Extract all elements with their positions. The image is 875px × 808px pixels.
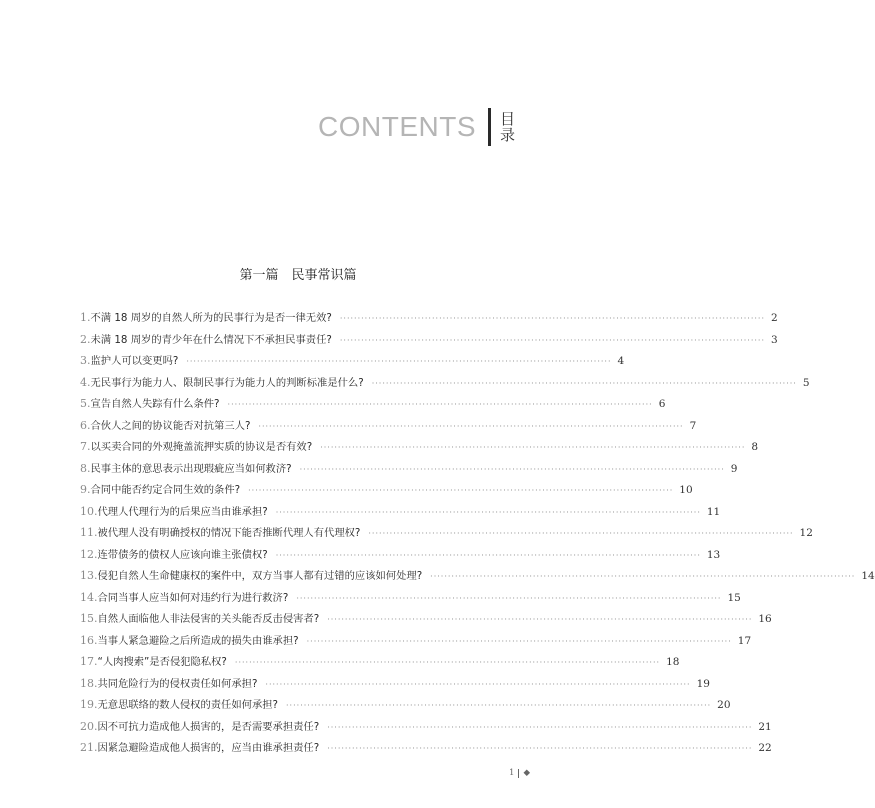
toc-leader-dots: ························································································································ <box>286 701 712 710</box>
toc-entry-page: 6 <box>658 398 666 410</box>
toc-entry-number: 13. <box>80 569 98 582</box>
toc-entry-page: 13 <box>706 548 721 561</box>
toc-entry[interactable] <box>80 331 778 353</box>
toc-leader-dots: ························································································································ <box>371 378 797 388</box>
toc-entry-page: 16 <box>758 613 772 625</box>
toc-entry-number: 15. <box>80 612 98 625</box>
toc-entry-title: 因不可抗力造成他人损害的，是否需要承担责任? <box>97 720 320 733</box>
toc-entry-number: 5. <box>80 397 91 410</box>
toc-leader-dots: ························································································································ <box>296 593 722 603</box>
toc-leader-dots: ························································································································ <box>339 335 766 345</box>
toc-entry[interactable] <box>80 589 741 611</box>
toc-entry-title: 合同中能否约定合同生效的条件? <box>90 484 241 496</box>
toc-entry-title: 连带债务的债权人应该向谁主张债权? <box>97 548 268 561</box>
toc-entry-number: 17. <box>80 655 98 668</box>
toc-entry-number: 4. <box>80 375 91 389</box>
toc-leader-dots: ························································································································ <box>306 636 732 646</box>
toc-entry-title: 代理人代理行为的后果应当由谁承担? <box>97 505 268 518</box>
toc-entry-title: 宣告自然人失踪有什么条件? <box>90 398 220 410</box>
toc-entry[interactable] <box>80 675 710 697</box>
toc-entry-page: 10 <box>679 484 693 496</box>
page-number: 1 <box>509 768 515 778</box>
toc-entry-number: 12. <box>80 547 98 561</box>
toc-leader-dots: ························································································································ <box>368 529 794 538</box>
section-title: 第一篇 民事常识篇 <box>239 268 357 283</box>
toc-entry-page: 8 <box>751 441 759 453</box>
toc-entry-page: 19 <box>696 677 710 690</box>
toc-entry-title: 当事人紧急避险之后所造成的损失由谁承担? <box>97 634 299 647</box>
toc-entry[interactable] <box>80 374 810 396</box>
toc-leader-dots: ························································································································ <box>234 658 661 667</box>
contents-divider <box>488 108 491 146</box>
toc-entry[interactable] <box>80 567 875 589</box>
toc-entry-number: 11. <box>80 526 98 539</box>
page-footer <box>509 768 530 778</box>
toc-leader-dots: ························································································································ <box>327 615 753 624</box>
toc-leader-dots: ························································································································ <box>339 314 766 323</box>
toc-leader-dots: ························································································································ <box>265 679 691 689</box>
toc-entry-page: 14 <box>861 570 875 582</box>
toc-entry-number: 20. <box>80 719 98 733</box>
toc-entry-title: 自然人面临他人非法侵害的关头能否反击侵害者? <box>97 613 320 625</box>
toc-entry-title: 合同当事人应当如何对违约行为进行救济? <box>97 591 289 604</box>
toc-entry-number: 14. <box>80 590 98 604</box>
toc-entry-page: 9 <box>730 462 738 475</box>
toc-leader-dots: ························································································································ <box>327 722 753 732</box>
contents-title-cn: 目录 <box>500 110 516 144</box>
toc-entry[interactable] <box>80 632 752 654</box>
toc-entry-page: 12 <box>799 527 813 539</box>
toc-entry-number: 18. <box>80 676 98 690</box>
toc-entry-number: 10. <box>80 504 98 518</box>
toc-entry-number: 19. <box>80 698 98 711</box>
toc-entry-number: 8. <box>80 461 91 475</box>
toc-leader-dots: ························································································································ <box>227 400 653 409</box>
toc-leader-dots: ························································································································ <box>186 357 612 366</box>
toc-leader-dots: ························································································································ <box>327 744 753 753</box>
toc-leader-dots: ························································································································ <box>258 421 684 431</box>
toc-entry[interactable] <box>80 309 778 331</box>
toc-entry-title: 以买卖合同的外观掩盖流押实质的协议是否有效? <box>90 441 313 453</box>
toc-entry[interactable] <box>80 438 759 460</box>
toc-entry[interactable] <box>80 460 738 482</box>
toc-entry-page: 7 <box>689 419 697 432</box>
toc-entry-number: 16. <box>80 633 98 647</box>
toc-entry-title: “人肉搜索”是否侵犯隐私权? <box>97 656 227 668</box>
toc-entry-title: 侵犯自然人生命健康权的案件中，双方当事人都有过错的应该如何处理? <box>97 570 423 582</box>
toc-entry-title: 合伙人之间的协议能否对抗第三人? <box>90 419 251 432</box>
toc-entry[interactable] <box>80 610 772 632</box>
toc-entry-page: 2 <box>771 312 778 324</box>
toc-leader-dots: ························································································································ <box>275 550 701 560</box>
toc-entry-number: 1. <box>80 311 91 324</box>
toc-entry-title: 共同危险行为的侵权责任如何承担? <box>97 677 258 690</box>
toc-entry-title: 因紧急避险造成他人损害的，应当由谁承担责任? <box>97 742 320 754</box>
toc-entry-page: 5 <box>802 376 810 389</box>
toc-entry-page: 15 <box>727 591 741 604</box>
toc-entry-title: 民事主体的意思表示出现瑕疵应当如何救济? <box>90 462 292 475</box>
toc-entry-page: 21 <box>758 720 772 733</box>
toc-entry[interactable] <box>80 352 625 374</box>
toc-entry-number: 21. <box>80 741 98 754</box>
toc-entry-page: 11 <box>706 505 721 518</box>
toc-entry-title: 被代理人没有明确授权的情况下能否推断代理人有代理权? <box>97 527 361 539</box>
toc-entry-title: 监护人可以变更吗? <box>90 355 179 367</box>
toc-entry-number: 2. <box>80 332 91 346</box>
toc-entry-title: 无意思联络的数人侵权的责任如何承担? <box>97 699 279 711</box>
toc-entry-title: 不满 18 周岁的自然人所为的民事行为是否一律无效? <box>90 312 332 324</box>
toc-leader-dots: ························································································································ <box>275 507 701 517</box>
table-of-contents <box>80 309 875 761</box>
toc-leader-dots: ························································································································ <box>320 443 746 452</box>
toc-entry[interactable] <box>80 524 813 546</box>
toc-entry-page: 18 <box>666 656 680 668</box>
toc-leader-dots: ························································································································ <box>299 464 725 474</box>
toc-leader-dots: ························································································································ <box>248 486 674 495</box>
toc-entry[interactable] <box>80 481 693 503</box>
toc-entry-title: 未满 18 周岁的青少年在什么情况下不承担民事责任? <box>90 333 332 346</box>
toc-entry-page: 3 <box>771 333 778 346</box>
toc-leader-dots: ························································································································ <box>430 572 856 581</box>
toc-entry[interactable] <box>80 653 680 675</box>
toc-entry[interactable] <box>80 503 721 525</box>
contents-header <box>318 106 516 148</box>
toc-entry-number: 9. <box>80 483 91 496</box>
toc-entry-title: 无民事行为能力人、限制民事行为能力人的判断标准是什么? <box>90 376 364 389</box>
toc-entry-page: 22 <box>758 742 772 754</box>
toc-entry[interactable] <box>80 739 772 761</box>
toc-entry[interactable] <box>80 718 772 740</box>
toc-entry-number: 3. <box>80 354 91 367</box>
footer-divider <box>518 769 519 778</box>
toc-entry[interactable] <box>80 546 721 568</box>
contents-title-en: CONTENTS <box>318 111 476 142</box>
toc-entry[interactable] <box>80 417 697 439</box>
footer-mark-icon: ◆ <box>523 768 530 778</box>
toc-entry[interactable] <box>80 395 666 417</box>
toc-entry[interactable] <box>80 696 731 718</box>
toc-entry-page: 4 <box>617 355 625 367</box>
toc-entry-page: 17 <box>737 634 752 647</box>
toc-entry-number: 7. <box>80 440 91 453</box>
toc-entry-number: 6. <box>80 418 91 432</box>
toc-entry-page: 20 <box>717 699 731 711</box>
